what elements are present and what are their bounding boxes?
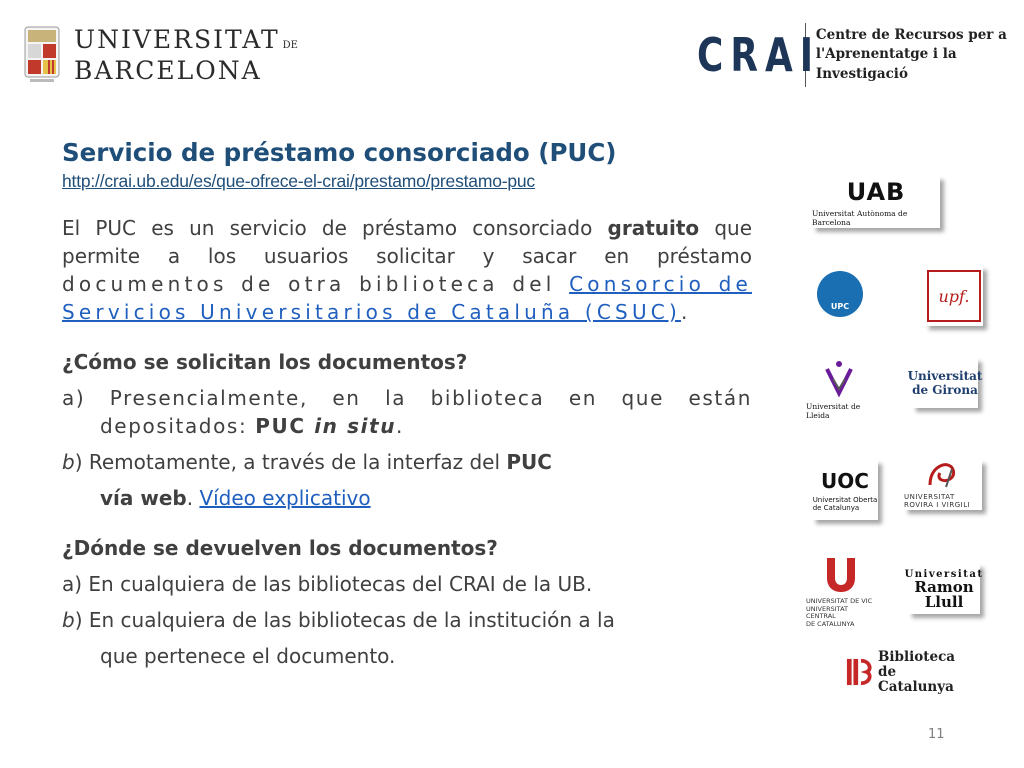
q1-a-end: . [396, 414, 405, 438]
rl-top: Universitat [904, 568, 984, 580]
uab-mark: UAB [846, 177, 906, 206]
question-2-heading: ¿Dónde se devuelven los documentos? [62, 536, 498, 560]
crai-mark: CRAI [697, 28, 821, 82]
q1-b-bold: PUC [506, 450, 552, 474]
intro-text-1: El PUC es un servicio de préstamo consorciado [62, 216, 608, 240]
q1-a-text: a) Presencialmente, en la biblioteca en que están depositados: [62, 386, 752, 438]
vic-logo [806, 556, 876, 628]
question-1-heading: ¿Cómo se solicitan los documentos? [62, 350, 468, 374]
upc-circle-icon [817, 271, 863, 317]
uoc-sub-line1: Universitat Oberta [812, 495, 878, 504]
q1-b-text: ) Remotamente, a través de la interfaz del [74, 450, 507, 474]
girona-logo [907, 358, 983, 408]
urv-name: UNIVERSITAT ROVIRA I VIRGILI [904, 493, 971, 509]
vic-line1: UNIVERSITAT DE VIC [806, 597, 873, 605]
question-1-option-a [62, 384, 752, 440]
q1-a-bolditalic: in situ [314, 414, 397, 438]
vic-emblem-icon [823, 556, 859, 594]
uoc-logo [812, 460, 878, 520]
vic-line3: DE CATALUNYA [806, 619, 855, 628]
question-2-option-b-cont: que pertenece el documento. [100, 644, 396, 668]
crai-logo [697, 22, 1024, 88]
uab-logo [812, 176, 940, 228]
question-2-option-b [62, 606, 752, 634]
slide-title: Servicio de préstamo consorciado (PUC) [62, 138, 617, 167]
vic-line2: UNIVERSITAT CENTRAL [806, 604, 849, 620]
q2-b-text: ) En cualquiera de las bibliotecas de la institución a la [74, 608, 615, 632]
crai-desc-line1: Centre de Recursos per a [815, 26, 1007, 43]
puc-url-link[interactable]: http://crai.ub.edu/es/que-ofrece-el-crai/prestamo/prestamo-puc [62, 171, 535, 191]
upf-mark: upf. [938, 286, 970, 306]
urv-logo [904, 460, 982, 510]
csuc-link[interactable]: Consorcio de Servicios Universitarios de Cataluña (CSUC) [62, 272, 752, 324]
q1-b-letter: b [62, 450, 75, 474]
crai-desc-line2: l'Aprenentatge i la Investigació [815, 46, 957, 82]
intro-bold: gratuito [607, 216, 700, 240]
intro-end: . [680, 300, 688, 324]
slide-body [62, 138, 752, 670]
upc-mark: UPC [830, 302, 850, 311]
page-number: 11 [928, 727, 945, 742]
uab-name: Universitat Autònoma de Barcelona [812, 208, 908, 227]
lleida-emblem-icon [821, 359, 857, 399]
question-1-option-b [62, 448, 752, 476]
uoc-mark: UOC [821, 468, 869, 493]
upf-logo [925, 266, 983, 326]
bc-line1: Biblioteca [878, 648, 956, 665]
uoc-sub-line2: de Catalunya [812, 503, 860, 512]
girona-line1: Universitat [907, 369, 983, 383]
ub-logo [24, 24, 298, 86]
video-link[interactable]: Vídeo explicativo [199, 486, 371, 510]
ramon-llull-logo [904, 564, 984, 614]
rl-line2: Llull [924, 592, 964, 611]
q2-b-letter: b [62, 608, 75, 632]
intro-text-2: que permite a los usuarios solicitar y sacar en préstamo [62, 216, 752, 268]
question-2-option-a: a) En cualquiera de las bibliotecas del CRAI de la UB. [62, 572, 593, 596]
ub-name-de: DE [282, 40, 298, 51]
q1-b-sep: . [186, 486, 200, 510]
q1-b-bold2: vía web [100, 486, 187, 510]
urv-emblem-icon [926, 461, 960, 489]
ub-shield-icon [24, 26, 60, 84]
intro-text-3: documentos de otra biblioteca del [62, 272, 570, 296]
upf-box [927, 270, 981, 322]
bc-line2: de Catalunya [878, 663, 954, 695]
question-1-option-b-cont [62, 484, 752, 512]
lleida-name: Universitat de Lleida [806, 401, 861, 420]
bc-emblem-icon [846, 656, 874, 688]
upc-logo [814, 268, 866, 320]
ub-name-line1: UNIVERSITAT [74, 25, 280, 54]
rl-line1: Ramon [914, 577, 974, 596]
biblioteca-catalunya-logo [846, 648, 970, 695]
lleida-logo [806, 358, 872, 420]
q1-a-bold: PUC [255, 414, 315, 438]
girona-line2: de Girona [912, 383, 978, 397]
intro-paragraph [62, 214, 752, 326]
ub-name-line2: BARCELONA [74, 56, 262, 85]
